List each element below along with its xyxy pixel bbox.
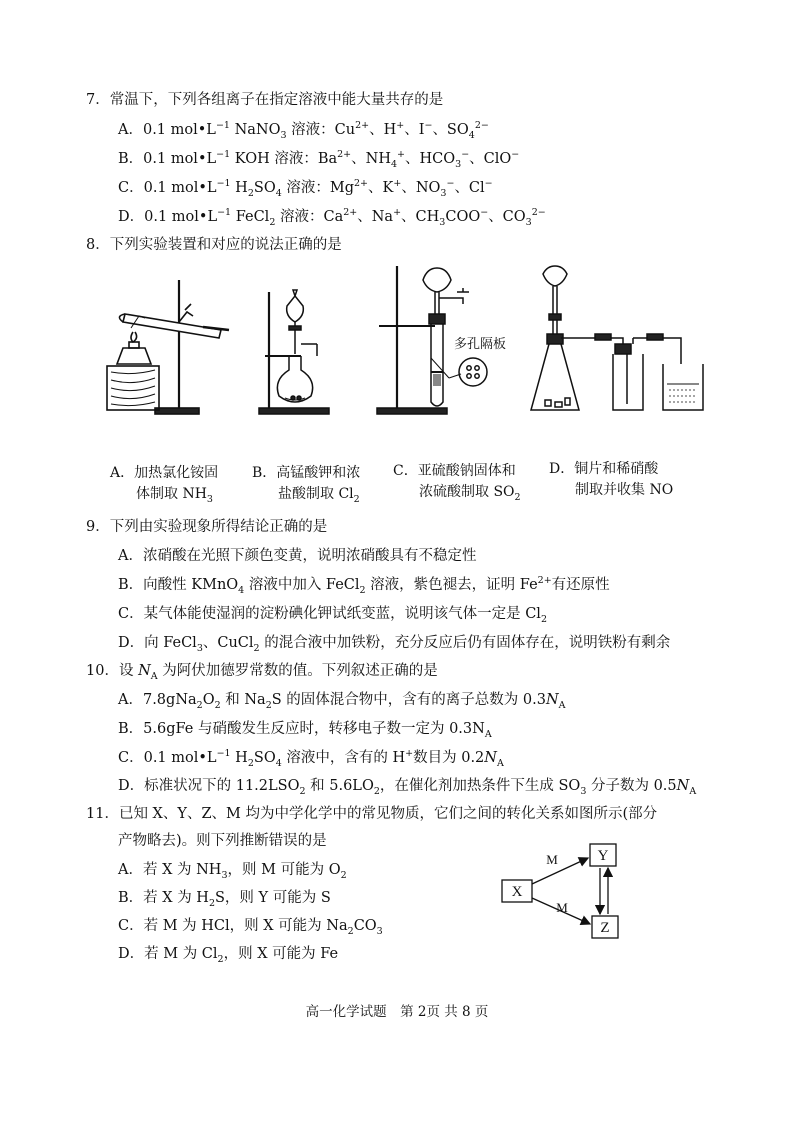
q8-option-d: D．铜片和稀硝酸 制取并收集 NO	[549, 461, 674, 498]
diagram-label-x: X	[511, 884, 523, 900]
q7-stem: 7．常温下，下列各组离子在指定溶液中能大量共存的是	[86, 92, 444, 108]
q8-option-a: A．加热氯化铵固 体制取 $NH_3$	[110, 465, 219, 505]
q11-option-a: A．若 X 为 $NH_3$，则 M 可能为 $O_2$	[118, 862, 347, 881]
q8-stem: 8．下列实验装置和对应的说法正确的是	[86, 237, 342, 253]
page-footer: 高一化学试题 第 2页 共 8 页	[305, 1004, 489, 1020]
diagram-label-z: Z	[600, 920, 610, 936]
q11-stem-line2: 产物略去)。则下列推断错误的是	[118, 833, 327, 849]
q8-option-b: B．高锰酸钾和浓 盐酸制取 $Cl_2$	[252, 465, 361, 505]
q7-option-d: D．0.1 $mol•L^{-1}$ FeCl$_2$ 溶液：$Ca^{2+}$、Na+、$CH_3COO^-$、$CO_3^{2-}$	[118, 207, 546, 228]
diagram-label-m-bottom: M	[556, 900, 568, 915]
apparatus-d-figure	[527, 264, 717, 414]
diagram-label-y: Y	[597, 848, 609, 864]
q10-option-a: A．$7.8gNa_2O_2$ 和 $Na_2S$ 的固体混合物中，含有的离子总数为 $0.3N_A$	[118, 692, 566, 711]
q11-option-d: D．若 M 为 $Cl_2$，则 X 可能为 Fe	[118, 946, 339, 965]
porous-plate-label: 多孔隔板	[454, 337, 507, 352]
apparatus-a-figure	[103, 272, 233, 417]
q7-option-b: B．0.1 $mol•L^{-1}$ KOH 溶液：$Ba^{2+}$、$NH_4^+$、$HCO_3^-$、ClO−	[118, 149, 520, 170]
q11-stem-line1: 11．已知 X、Y、Z、M 均为中学化学中的常见物质，它们之间的转化关系如图所示(部分	[86, 806, 658, 822]
q10-option-b: B．5.6gFe 与硝酸发生反应时，转移电子数一定为 $0.3N_A$	[118, 721, 492, 740]
q10-option-d: D．标准状况下的 $11.2LSO_2$ 和 $5.6LO_2$，在催化剂加热条件下生成 $SO_3$ 分子数为 $0.5N_A$	[118, 778, 697, 797]
apparatus-b-figure	[255, 284, 335, 416]
q11-option-b: B．若 X 为 $H_2S$，则 Y 可能为 S	[118, 890, 331, 909]
q7-option-c: C．0.1 $mol•L^{-1}$ $H_2SO_4$ 溶液：$Mg^{2+}$、K+、$NO_3^-$、Cl−	[118, 178, 493, 199]
q7-option-a: A．0.1 $mol•L^{-1}$ NaNO$_3$ 溶液：$Cu^{2+}$、H+、I−、$SO_4^{2-}$	[118, 120, 489, 141]
arrow-x-to-y	[532, 858, 588, 884]
q9-option-a: A．浓硝酸在光照下颜色变黄，说明浓硝酸具有不稳定性	[118, 548, 477, 564]
q9-option-d: D．向 FeCl$_3$、CuCl$_2$ 的混合液中加铁粉，充分反应后仍有固体存在，说明铁粉有剩余	[118, 635, 671, 654]
q11-option-c: C．若 M 为 HCl，则 X 可能为 $Na_2CO_3$	[118, 918, 383, 937]
q10-stem: 10．设 $N_A$ 为阿伏加德罗常数的值。下列叙述正确的是	[86, 663, 438, 682]
q9-option-b: B．向酸性 KMnO$_4$ 溶液中加入 FeCl$_2$ 溶液，紫色褪去，证明 $Fe^{2+}$有还原性	[118, 575, 610, 596]
transformation-diagram	[498, 840, 628, 942]
q8-option-c: C．亚硫酸钠固体和 浓硫酸制取 $SO_2$	[393, 463, 521, 503]
q9-stem: 9．下列由实验现象所得结论正确的是	[86, 519, 328, 535]
diagram-label-m-top: M	[546, 852, 558, 867]
q9-option-c: C．某气体能使湿润的淀粉碘化钾试纸变蓝，说明该气体一定是 $Cl_2$	[118, 606, 547, 625]
q10-option-c: C．0.1 $mol•L^{-1}$ $H_2SO_4$ 溶液中，含有的 H+数目为 $0.2N_A$	[118, 748, 504, 769]
